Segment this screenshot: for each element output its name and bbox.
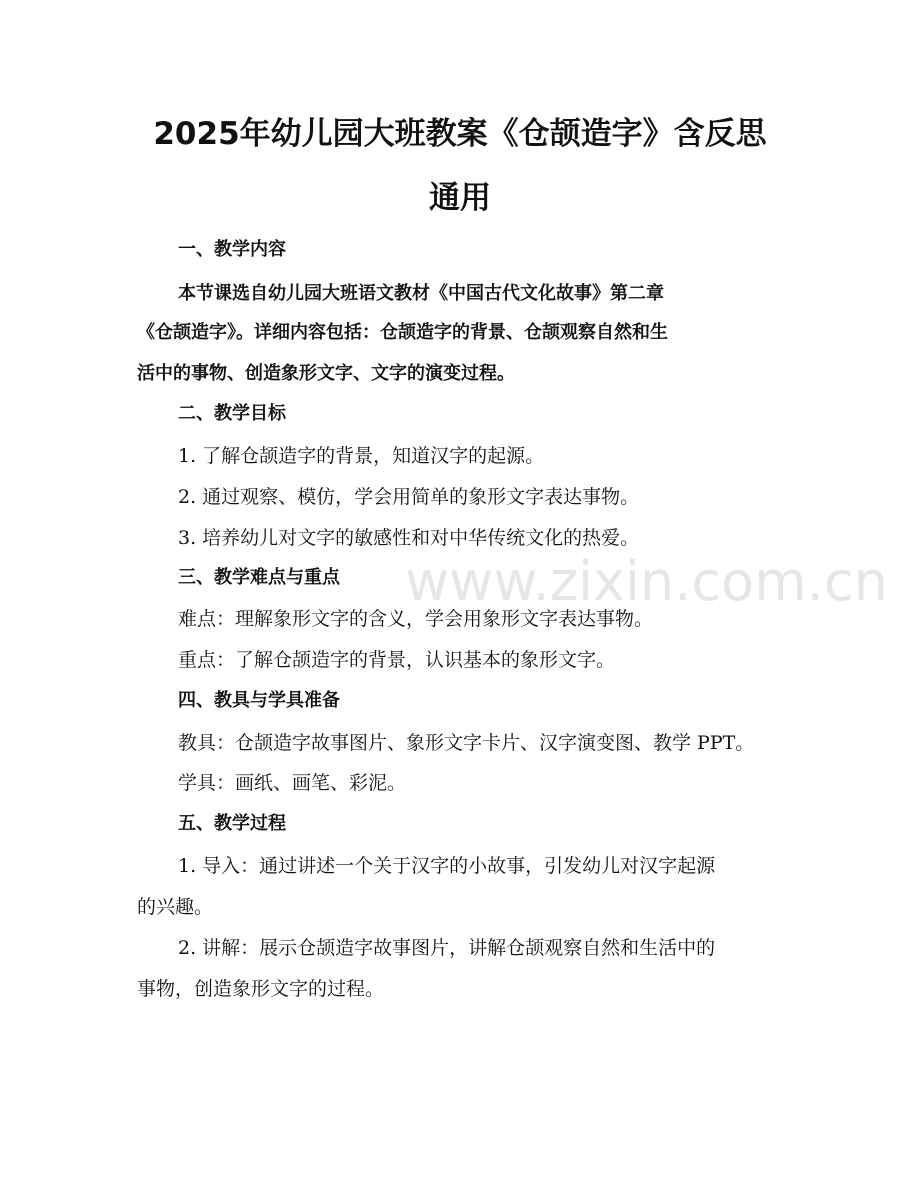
list-item: 3. 培养幼儿对文字的敏感性和对中华传统文化的热爱。 (178, 527, 640, 549)
list-item: 教具：仓颉造字故事图片、象形文字卡片、汉字演变图、教学 PPT。 (178, 732, 755, 754)
section-heading-objectives: 二、教学目标 (178, 403, 286, 424)
list-item: 难点：理解象形文字的含义，学会用象形文字表达事物。 (178, 608, 654, 630)
section-heading-process: 五、教学过程 (178, 813, 286, 834)
section-heading-materials: 四、教具与学具准备 (178, 690, 340, 711)
list-item: 学具：画纸、画笔、彩泥。 (178, 772, 407, 794)
section-heading-content: 一、教学内容 (178, 239, 286, 260)
document-title-continued: 通用 (429, 180, 491, 216)
list-item: 2. 讲解：展示仓颉造字故事图片，讲解仓颉观察自然和生活中的 (178, 937, 716, 959)
list-item: 重点：了解仓颉造字的背景，认识基本的象形文字。 (178, 649, 616, 671)
list-item: 2. 通过观察、模仿，学会用简单的象形文字表达事物。 (178, 486, 640, 508)
section-heading-key-points: 三、教学难点与重点 (178, 567, 340, 588)
list-item: 1. 了解仓颉造字的背景，知道汉字的起源。 (178, 445, 545, 467)
paragraph-line: 活中的事物、创造象形文字、文字的演变过程。 (137, 363, 515, 384)
list-item: 1. 导入：通过讲述一个关于汉字的小故事，引发幼儿对汉字起源 (178, 855, 716, 877)
list-item-continued: 事物，创造象形文字的过程。 (137, 978, 385, 1000)
watermark: www.zixin.com.cn (405, 550, 888, 613)
document-title: 2025年幼儿园大班教案《仓颉造字》含反思 (153, 116, 767, 152)
paragraph-line: 本节课选自幼儿园大班语文教材《中国古代文化故事》第二章 (178, 283, 664, 304)
list-item-continued: 的兴趣。 (137, 896, 214, 918)
paragraph-line: 《仓颉造字》。详细内容包括：仓颉造字的背景、仓颉观察自然和生 (137, 322, 668, 343)
